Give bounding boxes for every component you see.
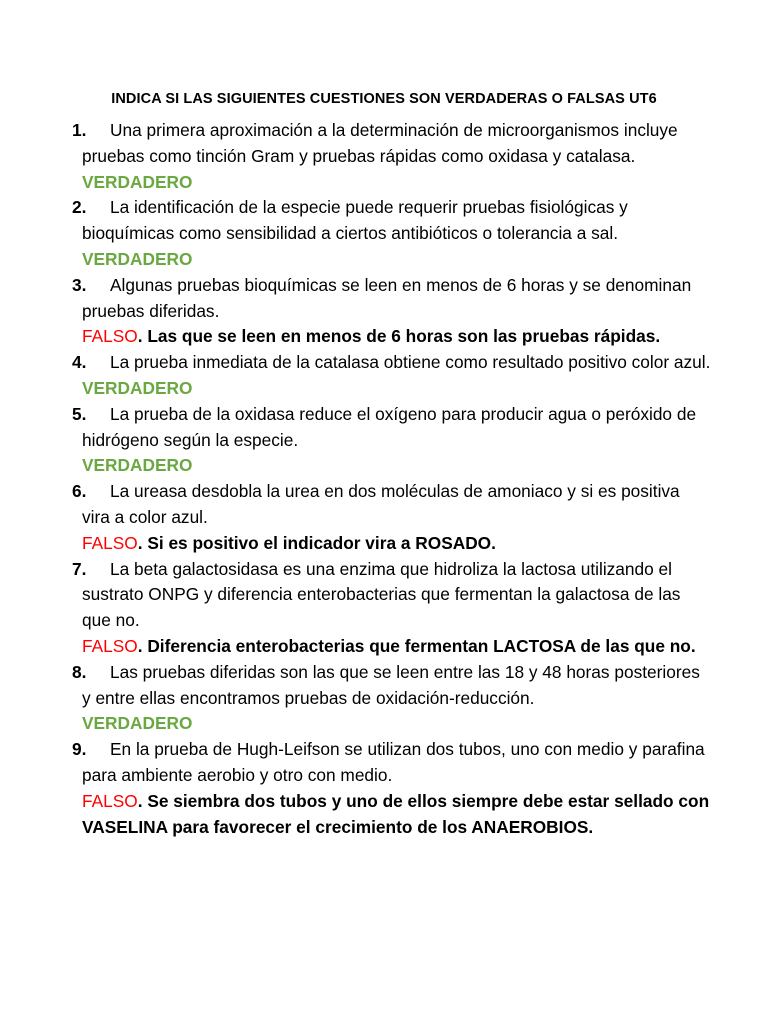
question-number: 4.	[72, 352, 87, 373]
verdict-label: FALSO	[82, 790, 138, 811]
question	[72, 350, 712, 376]
question-text: La ureasa desdobla la urea en dos moléculas de amoniaco y si es positiva vira a color azul.	[82, 481, 680, 527]
verdict-label: VERDADERO	[82, 171, 193, 192]
verdict-label: FALSO	[82, 532, 138, 553]
verdict-label: FALSO	[82, 635, 138, 656]
answer	[72, 376, 712, 402]
list-item	[72, 660, 712, 737]
verdict-label: VERDADERO	[82, 455, 193, 476]
question-text: La identificación de la especie puede requerir pruebas fisiológicas y bioquímicas como sensibilidad a ciertos antibióticos o tolerancia a sal.	[82, 197, 628, 244]
list-item	[72, 195, 712, 272]
question	[72, 118, 712, 170]
question-text: Las pruebas diferidas son las que se leen entre las 18 y 48 horas posteriores y entre ellas encontramos pruebas de oxidación-reducción.	[82, 661, 700, 708]
question	[72, 402, 712, 454]
question-number: 6.	[72, 481, 87, 502]
answer-explanation: . Diferencia enterobacterias que fermentan LACTOSA de las que no.	[137, 635, 696, 656]
question-number: 2.	[72, 197, 87, 218]
list-item	[72, 557, 712, 660]
question-text: En la prueba de Hugh-Leifson se utilizan dos tubos, uno con medio y parafina para ambiente aerobio y otro con medio.	[82, 739, 705, 785]
answer-explanation: . Las que se leen en menos de 6 horas son las pruebas rápidas.	[137, 326, 661, 347]
list-item	[72, 737, 712, 840]
answer	[72, 247, 712, 273]
question-number: 7.	[72, 558, 87, 579]
list-item	[72, 350, 712, 402]
question-number: 1.	[72, 120, 87, 140]
answer	[72, 634, 712, 660]
question-number: 8.	[72, 661, 87, 682]
question	[72, 479, 712, 531]
answer	[72, 170, 712, 196]
answer	[72, 324, 712, 350]
question	[72, 273, 712, 325]
answer	[72, 531, 712, 557]
answer	[72, 711, 712, 737]
question-number: 3.	[72, 274, 87, 295]
question-list	[72, 118, 712, 840]
question-number: 9.	[72, 739, 87, 760]
question-text: La beta galactosidasa es una enzima que hidroliza la lactosa utilizando el sustrato ONPG y diferencia enterobacterias que fermentan la galactosa de las que no.	[82, 558, 681, 631]
question-text: Una primera aproximación a la determinación de microorganismos incluye pruebas como tinción Gram y pruebas rápidas como oxidasa y catalasa.	[82, 120, 678, 166]
answer	[72, 789, 712, 841]
list-item	[72, 273, 712, 350]
verdict-label: VERDADERO	[82, 248, 193, 269]
question-text: Algunas pruebas bioquímicas se leen en menos de 6 horas y se denominan pruebas diferidas.	[82, 274, 692, 321]
answer-explanation: . Si es positivo el indicador vira a ROSADO.	[137, 532, 496, 553]
question	[72, 195, 712, 247]
question-text: La prueba de la oxidasa reduce el oxígeno para producir agua o peróxido de hidrógeno según la especie.	[82, 403, 697, 450]
question-number: 5.	[72, 403, 87, 424]
question	[72, 557, 712, 634]
answer-explanation: . Se siembra dos tubos y uno de ellos siempre debe estar sellado con VASELINA para favorecer el crecimiento de los ANAEROBIOS.	[82, 790, 710, 837]
list-item	[72, 118, 712, 195]
list-item	[72, 479, 712, 556]
list-item	[72, 402, 712, 479]
verdict-label: VERDADERO	[82, 713, 193, 734]
page-title: INDICA SI LAS SIGUIENTES CUESTIONES SON VERDADERAS O FALSAS UT6	[111, 91, 657, 107]
question	[72, 737, 712, 789]
question	[72, 660, 712, 712]
answer	[72, 453, 712, 479]
verdict-label: VERDADERO	[82, 377, 193, 398]
verdict-label: FALSO	[82, 326, 138, 347]
question-text: La prueba inmediata de la catalasa obtiene como resultado positivo color azul.	[110, 352, 711, 373]
